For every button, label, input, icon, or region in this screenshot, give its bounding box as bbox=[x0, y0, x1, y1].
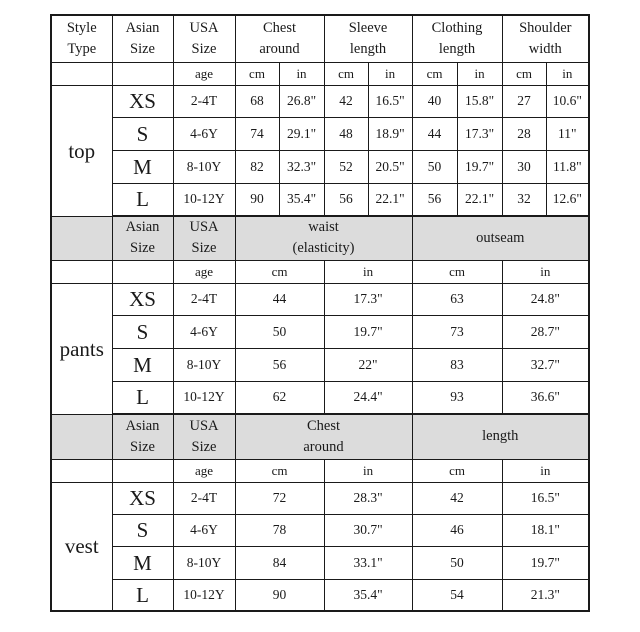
value-cell: 32 bbox=[502, 183, 546, 216]
usa-size-header: USA Size bbox=[173, 414, 235, 459]
value-cell: 19.7" bbox=[457, 150, 502, 183]
unit-label: age bbox=[173, 62, 235, 85]
unit-label: cm bbox=[324, 62, 368, 85]
table-row bbox=[51, 150, 589, 183]
value-cell: 42 bbox=[324, 85, 368, 117]
unit-label: in bbox=[457, 62, 502, 85]
asian-size-header: Asian Size bbox=[112, 15, 173, 62]
top-unit-row bbox=[51, 62, 589, 85]
unit-label: in bbox=[546, 62, 589, 85]
value-cell: 42 bbox=[412, 482, 502, 514]
table-row bbox=[51, 579, 589, 611]
value-cell: 11.8" bbox=[546, 150, 589, 183]
unit-label: cm bbox=[235, 459, 324, 482]
usa-size-cell: 10-12Y bbox=[173, 183, 235, 216]
chest-around-header: Chest around bbox=[235, 15, 324, 62]
size-chart-table bbox=[50, 14, 590, 612]
unit-label: cm bbox=[412, 260, 502, 283]
table-row bbox=[51, 283, 589, 315]
value-cell: 32.7" bbox=[502, 348, 589, 381]
value-cell: 56 bbox=[324, 183, 368, 216]
asian-size-cell: S bbox=[112, 117, 173, 150]
value-cell: 74 bbox=[235, 117, 279, 150]
unit-label: cm bbox=[412, 62, 457, 85]
unit-blank bbox=[112, 260, 173, 283]
unit-label: cm bbox=[235, 260, 324, 283]
value-cell: 50 bbox=[235, 315, 324, 348]
value-cell: 18.9" bbox=[368, 117, 412, 150]
table-row bbox=[51, 348, 589, 381]
value-cell: 73 bbox=[412, 315, 502, 348]
asian-size-cell: S bbox=[112, 315, 173, 348]
value-cell: 56 bbox=[235, 348, 324, 381]
unit-label: in bbox=[502, 459, 589, 482]
value-cell: 36.6" bbox=[502, 381, 589, 414]
value-cell: 11" bbox=[546, 117, 589, 150]
value-cell: 10.6" bbox=[546, 85, 589, 117]
unit-label: in bbox=[324, 459, 412, 482]
asian-size-header: Asian Size bbox=[112, 414, 173, 459]
value-cell: 40 bbox=[412, 85, 457, 117]
value-cell: 82 bbox=[235, 150, 279, 183]
asian-size-cell: M bbox=[112, 150, 173, 183]
table-row bbox=[51, 315, 589, 348]
asian-size-cell: S bbox=[112, 514, 173, 546]
value-cell: 19.7" bbox=[502, 546, 589, 579]
value-cell: 24.4" bbox=[324, 381, 412, 414]
shoulder-width-header: Shoulder width bbox=[502, 15, 589, 62]
usa-size-header: USA Size bbox=[173, 15, 235, 62]
value-cell: 62 bbox=[235, 381, 324, 414]
value-cell: 33.1" bbox=[324, 546, 412, 579]
chest-around-header: Chest around bbox=[235, 414, 412, 459]
unit-label: in bbox=[368, 62, 412, 85]
value-cell: 48 bbox=[324, 117, 368, 150]
unit-blank bbox=[112, 459, 173, 482]
style-type-top: top bbox=[51, 85, 112, 216]
unit-label: in bbox=[279, 62, 324, 85]
usa-size-cell: 2-4T bbox=[173, 283, 235, 315]
value-cell: 84 bbox=[235, 546, 324, 579]
value-cell: 22" bbox=[324, 348, 412, 381]
style-type-vest: vest bbox=[51, 482, 112, 611]
value-cell: 16.5" bbox=[368, 85, 412, 117]
value-cell: 26.8" bbox=[279, 85, 324, 117]
clothing-length-header: Clothing length bbox=[412, 15, 502, 62]
value-cell: 35.4" bbox=[324, 579, 412, 611]
table-row bbox=[51, 183, 589, 216]
table-row bbox=[51, 546, 589, 579]
usa-size-cell: 10-12Y bbox=[173, 579, 235, 611]
value-cell: 19.7" bbox=[324, 315, 412, 348]
value-cell: 54 bbox=[412, 579, 502, 611]
asian-size-cell: L bbox=[112, 183, 173, 216]
value-cell: 22.1" bbox=[457, 183, 502, 216]
unit-label: in bbox=[324, 260, 412, 283]
header-blank bbox=[51, 414, 112, 459]
length-header: length bbox=[412, 414, 589, 459]
table-row bbox=[51, 482, 589, 514]
value-cell: 83 bbox=[412, 348, 502, 381]
pants-unit-row bbox=[51, 260, 589, 283]
value-cell: 28 bbox=[502, 117, 546, 150]
value-cell: 46 bbox=[412, 514, 502, 546]
sleeve-length-header: Sleeve length bbox=[324, 15, 412, 62]
table-row bbox=[51, 514, 589, 546]
value-cell: 93 bbox=[412, 381, 502, 414]
value-cell: 17.3" bbox=[457, 117, 502, 150]
table-row bbox=[51, 85, 589, 117]
style-type-pants: pants bbox=[51, 283, 112, 414]
value-cell: 30.7" bbox=[324, 514, 412, 546]
unit-label: cm bbox=[412, 459, 502, 482]
usa-size-cell: 2-4T bbox=[173, 85, 235, 117]
value-cell: 52 bbox=[324, 150, 368, 183]
value-cell: 56 bbox=[412, 183, 457, 216]
value-cell: 15.8" bbox=[457, 85, 502, 117]
value-cell: 27 bbox=[502, 85, 546, 117]
value-cell: 78 bbox=[235, 514, 324, 546]
value-cell: 18.1" bbox=[502, 514, 589, 546]
value-cell: 28.7" bbox=[502, 315, 589, 348]
unit-label: age bbox=[173, 459, 235, 482]
usa-size-cell: 8-10Y bbox=[173, 150, 235, 183]
top-header-row bbox=[51, 15, 589, 62]
waist-header: waist (elasticity) bbox=[235, 216, 412, 260]
usa-size-header: USA Size bbox=[173, 216, 235, 260]
usa-size-cell: 4-6Y bbox=[173, 315, 235, 348]
value-cell: 21.3" bbox=[502, 579, 589, 611]
asian-size-cell: XS bbox=[112, 482, 173, 514]
value-cell: 50 bbox=[412, 150, 457, 183]
value-cell: 16.5" bbox=[502, 482, 589, 514]
table-row bbox=[51, 117, 589, 150]
value-cell: 44 bbox=[235, 283, 324, 315]
asian-size-cell: L bbox=[112, 579, 173, 611]
asian-size-cell: M bbox=[112, 348, 173, 381]
value-cell: 50 bbox=[412, 546, 502, 579]
usa-size-cell: 4-6Y bbox=[173, 117, 235, 150]
value-cell: 29.1" bbox=[279, 117, 324, 150]
value-cell: 44 bbox=[412, 117, 457, 150]
asian-size-cell: L bbox=[112, 381, 173, 414]
outseam-header: outseam bbox=[412, 216, 589, 260]
usa-size-cell: 10-12Y bbox=[173, 381, 235, 414]
table-row bbox=[51, 381, 589, 414]
value-cell: 32.3" bbox=[279, 150, 324, 183]
usa-size-cell: 8-10Y bbox=[173, 348, 235, 381]
usa-size-cell: 4-6Y bbox=[173, 514, 235, 546]
value-cell: 20.5" bbox=[368, 150, 412, 183]
value-cell: 63 bbox=[412, 283, 502, 315]
asian-size-cell: XS bbox=[112, 283, 173, 315]
asian-size-cell: XS bbox=[112, 85, 173, 117]
unit-blank bbox=[51, 62, 112, 85]
pants-header-row bbox=[51, 216, 589, 260]
unit-blank bbox=[51, 260, 112, 283]
usa-size-cell: 8-10Y bbox=[173, 546, 235, 579]
unit-blank bbox=[112, 62, 173, 85]
value-cell: 35.4" bbox=[279, 183, 324, 216]
unit-label: age bbox=[173, 260, 235, 283]
value-cell: 17.3" bbox=[324, 283, 412, 315]
unit-label: cm bbox=[235, 62, 279, 85]
value-cell: 22.1" bbox=[368, 183, 412, 216]
value-cell: 90 bbox=[235, 579, 324, 611]
usa-size-cell: 2-4T bbox=[173, 482, 235, 514]
vest-header-row bbox=[51, 414, 589, 459]
asian-size-header: Asian Size bbox=[112, 216, 173, 260]
vest-unit-row bbox=[51, 459, 589, 482]
header-blank bbox=[51, 216, 112, 260]
value-cell: 30 bbox=[502, 150, 546, 183]
unit-blank bbox=[51, 459, 112, 482]
value-cell: 12.6" bbox=[546, 183, 589, 216]
value-cell: 90 bbox=[235, 183, 279, 216]
value-cell: 68 bbox=[235, 85, 279, 117]
asian-size-cell: M bbox=[112, 546, 173, 579]
unit-label: in bbox=[502, 260, 589, 283]
value-cell: 24.8" bbox=[502, 283, 589, 315]
unit-label: cm bbox=[502, 62, 546, 85]
style-type-header: Style Type bbox=[51, 15, 112, 62]
value-cell: 28.3" bbox=[324, 482, 412, 514]
value-cell: 72 bbox=[235, 482, 324, 514]
